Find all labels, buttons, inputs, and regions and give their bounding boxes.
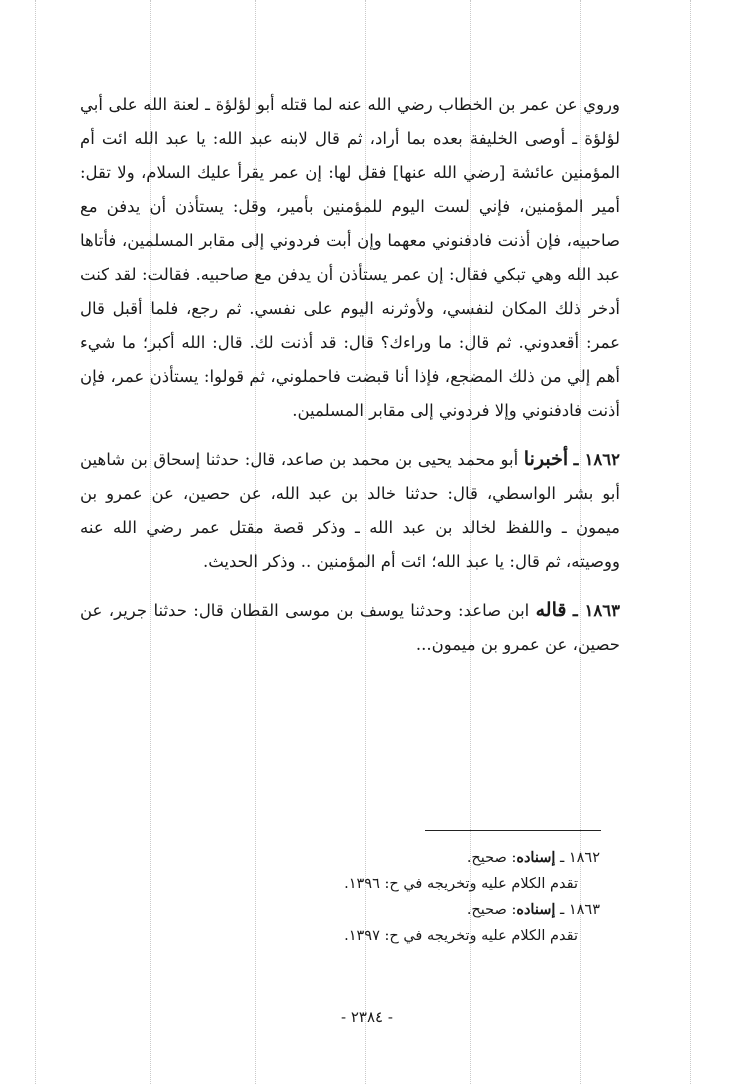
hadith-number: ١٨٦٢ ـ (573, 450, 620, 469)
transmission-keyword: قاله (535, 599, 567, 621)
dotted-guide-line (690, 0, 691, 1084)
footnote-separator (425, 830, 601, 831)
hadith-text: ابن صاعد: وحدثنا يوسف بن موسى القطان قال: حدثنا جرير، عن حصين، عن عمرو بن ميمون... (80, 601, 620, 654)
footnote-1862-isnad: ١٨٦٢ ـ إسناده: صحيح. (466, 849, 600, 866)
hadith-1863 (80, 593, 620, 662)
transmission-keyword: أخبرنا (523, 448, 569, 470)
hadith-1862 (80, 442, 620, 579)
page-number: - ٢٣٨٤ - (341, 1008, 393, 1026)
hadith-text: أبو محمد يحيى بن محمد بن صاعد، قال: حدثنا إسحاق بن شاهين أبو بشر الواسطي، قال: حدثنا خالد بن عبد الله، عن حصين، عن عمرو بن ميمون ـ واللفظ لخالد بن عبد الله ـ وذكر قصة مقتل عمر رضي الله عنه ووصيته، ثم قال: يا عبد الله؛ ائت أم المؤمنين .. وذكر الحديث. (80, 450, 620, 571)
footnote-1863-isnad: ١٨٦٣ ـ إسناده: صحيح. (466, 901, 600, 918)
narration-paragraph: وروي عن عمر بن الخطاب رضي الله عنه لما قتله أبو لؤلؤة ـ لعنة الله على أبي لؤلؤة ـ أوصى الخليفة بعده بما أراد، ثم قال لابنه عبد الله: يا عبد الله ائت أم المؤمنين عائشة [رضي الله عنها] فقل لها: إن عمر يقرأ عليك السلام، ولا تقل: أمير المؤمنين، فإني لست اليوم للمؤمنين بأمير، وقل: يستأذن أن يدفن مع صاحبيه، فإن أذنت فادفنوني معهما وإن أبت فردوني إلى مقابر المسلمين، فأتاها عبد الله وهي تبكي فقال: إن عمر يستأذن أن يدفن مع صاحبيه. فقالت: لقد كنت أدخر ذلك المكان لنفسي، ولأوثرنه اليوم على نفسي. ثم رجع، فلما أقبل قال عمر: أقعدوني. ثم قال: ما وراءك؟ قال: قد أذنت لك. قال: الله أكبر؛ ما شيء أهم إلي من ذلك المضجع، فإذا أنا قبضت فاحملوني، ثم قولوا: يستأذن عمر، فإن أذنت فادفنوني وإلا فردوني إلى مقابر المسلمين. (80, 95, 620, 420)
dotted-guide-line (35, 0, 36, 1084)
footnote-1863-reference: تقدم الكلام عليه وتخريجه في ح: ١٣٩٧. (344, 928, 578, 944)
main-text (80, 88, 620, 662)
footnote-1862-reference: تقدم الكلام عليه وتخريجه في ح: ١٣٩٦. (344, 876, 578, 892)
hadith-number: ١٨٦٣ ـ (572, 601, 620, 620)
footnotes (120, 845, 600, 949)
